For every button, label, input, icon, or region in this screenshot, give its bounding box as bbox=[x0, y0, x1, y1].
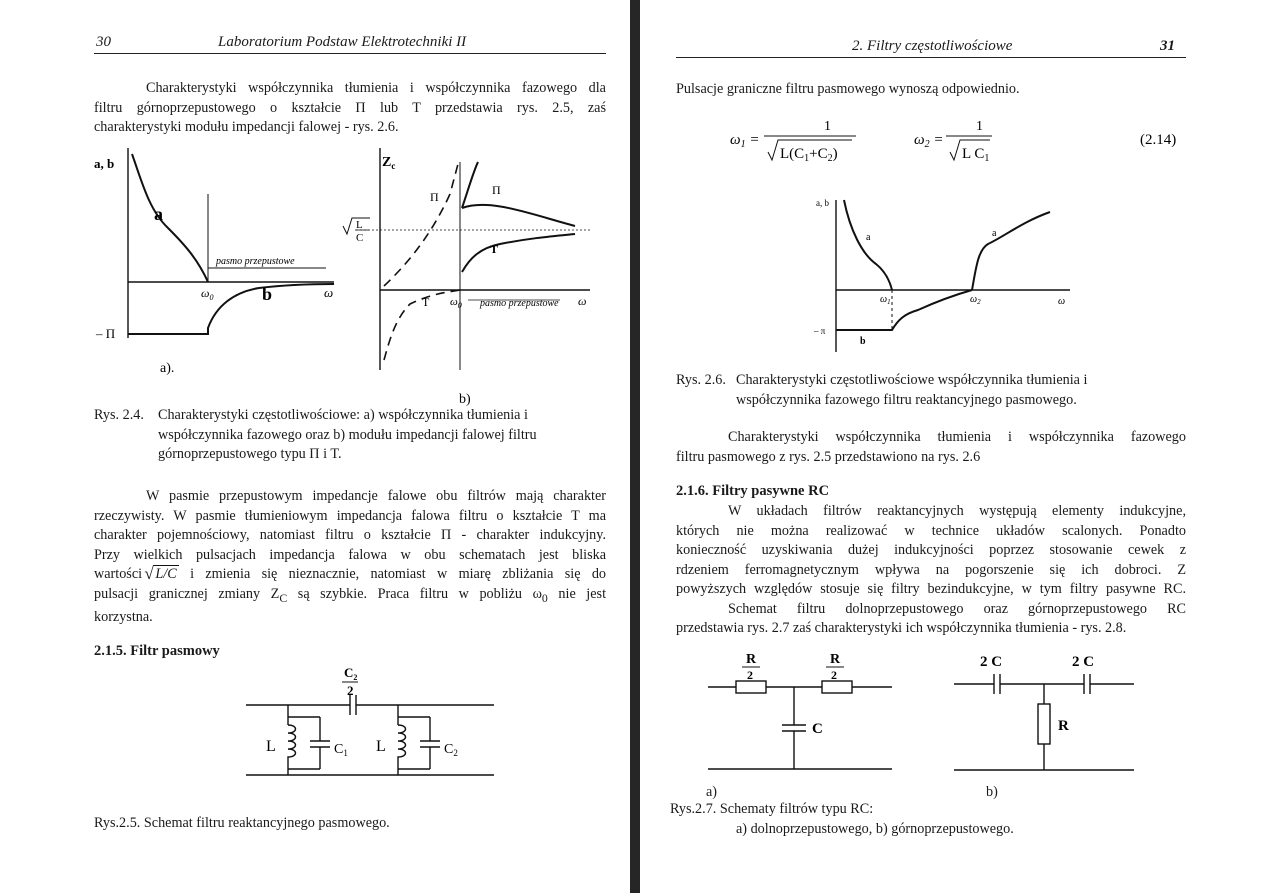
sqrt-lc-label bbox=[343, 218, 370, 244]
curve-a-label: a bbox=[154, 204, 163, 224]
curve-b-label: b bbox=[860, 336, 866, 347]
omega0-label: $\omega_0$ bbox=[450, 296, 462, 310]
resistor-1-den: 2 bbox=[747, 668, 753, 682]
curve-a-left bbox=[844, 200, 892, 290]
resistor-r-label: R bbox=[1058, 718, 1069, 734]
circuit-a-label: a) bbox=[706, 784, 718, 800]
curve-pi-top-label: Π bbox=[492, 183, 501, 197]
right-running-title: 2. Filtry częstotliwościowe bbox=[852, 38, 1013, 54]
text-line: których nie można realizować w technice układów scalonych. Ponadto bbox=[676, 522, 1186, 539]
text-line: korzystna. bbox=[94, 608, 153, 625]
text-line: Schemat filtru dolnoprzepustowego oraz górnoprzepustowego RC bbox=[728, 600, 1186, 617]
circuit-2-5 bbox=[240, 665, 500, 790]
capacitor-2c-2-label: 2 C bbox=[1072, 654, 1095, 670]
caption-2-4-prefix: Rys. 2.4. bbox=[94, 407, 144, 423]
caption-line: Charakterystyki częstotliwościowe współczynnika tłumienia i bbox=[736, 372, 1088, 388]
circuit-2-7a bbox=[702, 645, 922, 775]
caption-2-5: Rys.2.5. Schemat filtru reaktancyjnego pasmowego. bbox=[94, 815, 390, 831]
omega1-label: $\omega_1$ bbox=[880, 294, 891, 306]
text-line: W pasmie przepustowym impedancje falowe obu filtrów mają charakter bbox=[146, 488, 606, 504]
caption-line: Charakterystyki częstotliwościowe: a) współczynnika tłumienia i bbox=[158, 407, 528, 423]
caption-line: współczynnika fazowego filtru reaktancyjnego pasmowego. bbox=[736, 391, 1077, 408]
y-axis-label: a, b bbox=[816, 198, 829, 208]
curve-pi-left-label: Π bbox=[430, 190, 439, 204]
y-axis-label: a, b bbox=[94, 156, 115, 171]
capacitor-2c-1-label: 2 C bbox=[980, 654, 1003, 670]
eq1-numerator: 1 bbox=[824, 119, 831, 134]
caption-line: górnoprzepustowego typu Π i T. bbox=[158, 446, 342, 462]
circuit-b-label: b) bbox=[986, 784, 998, 800]
curve-a-right bbox=[972, 212, 1050, 290]
curve-b bbox=[128, 284, 334, 334]
eq1-denominator: $L(C_1+C_2)$ bbox=[780, 146, 838, 164]
band-label: pasmo przepustowe bbox=[480, 298, 559, 309]
right-page bbox=[640, 0, 1263, 893]
figure-2-6 bbox=[800, 190, 1080, 362]
figure-2-4a bbox=[94, 142, 344, 380]
omega0-label: $\omega_0$ bbox=[201, 286, 214, 302]
caption-2-4 bbox=[158, 406, 608, 465]
right-intro bbox=[676, 80, 1186, 100]
text-line: konieczność uzyskiwania dużej indukcyjności poprzez stosowanie cewek z bbox=[676, 542, 1186, 558]
curve-a-left-label: a bbox=[866, 232, 871, 243]
text-line: W układach filtrów reaktancyjnych występują elementy indukcyjne, bbox=[728, 503, 1186, 519]
text-line: rdzeniem ferromagnetycznym wpływa na pogorszenie się ich dobroci. Z bbox=[676, 561, 1186, 578]
y-axis-label: $Z_c$ bbox=[382, 155, 396, 171]
left-impedance-paragraph bbox=[94, 487, 606, 627]
caption-2-7-line2: a) dolnoprzepustowego, b) górnoprzepustowego. bbox=[736, 821, 1014, 837]
left-header-rule bbox=[94, 53, 606, 54]
text-line: Przy wielkich pulsacjach impedancja falowa w obu schematach jest bliska bbox=[94, 546, 606, 563]
right-header-rule bbox=[676, 57, 1186, 58]
eq2-numerator: 1 bbox=[976, 119, 983, 134]
eq2-denominator: L $C_1$ bbox=[962, 146, 990, 164]
text-line: filtru górnoprzepustowego o kształcie Π lub T przedstawia rys. 2.5, zaś bbox=[94, 99, 606, 116]
right-char-paragraph bbox=[676, 428, 1186, 467]
capacitor-c1-label: $C_1$ bbox=[334, 742, 348, 758]
band-label: pasmo przepustowe bbox=[216, 256, 295, 267]
text-line: powyższych względów stosuje się filtry bezindukcyjne, w tym filtry pasywne RC. bbox=[676, 581, 1186, 597]
resistor-2-den: 2 bbox=[831, 668, 837, 682]
omega2-symbol: $\omega_2$ = bbox=[914, 132, 944, 150]
svg-text:C: C bbox=[356, 232, 364, 244]
section-2-1-6-heading: 2.1.6. Filtry pasywne RC bbox=[676, 483, 830, 499]
text-line: rzeczywisty. W pasmie tłumieniowym impedancja falowa filtru o kształcie T ma bbox=[94, 507, 606, 524]
capacitor-c-label: C bbox=[812, 721, 823, 737]
minus-pi-label: – Π bbox=[96, 326, 116, 341]
omega-label: ω bbox=[324, 285, 334, 300]
curve-t-right-label: T bbox=[490, 242, 499, 256]
resistor-1-num: R bbox=[746, 652, 757, 667]
curve-t bbox=[462, 234, 575, 272]
curve-t-bottom-label: T bbox=[422, 295, 430, 309]
text-line: przedstawia rys. 2.7 zaś charakterystyki ich współczynnika tłumienia - rys. 2.8. bbox=[676, 620, 1127, 636]
right-rc-paragraph bbox=[676, 502, 1186, 639]
circuit-2-7b bbox=[950, 648, 1140, 778]
figure-b-label: b) bbox=[459, 392, 471, 407]
pi-curve-start bbox=[462, 162, 478, 208]
equation-number: (2.14) bbox=[1140, 132, 1177, 148]
text-line: charakterystyki modułu impedancji falowej - rys. 2.6. bbox=[94, 119, 399, 135]
series-c2-den: 2 bbox=[347, 683, 354, 698]
book-spine bbox=[630, 0, 640, 893]
curve-a bbox=[132, 154, 208, 282]
caption-2-6-prefix: Rys. 2.6. bbox=[676, 372, 726, 388]
inductor-l1-label: L bbox=[266, 738, 276, 755]
left-page bbox=[0, 0, 630, 893]
omega2-label: $\omega_2$ bbox=[970, 294, 981, 306]
text-line: Pulsacje graniczne filtru pasmowego wynoszą odpowiednio. bbox=[676, 81, 1020, 97]
section-2-1-5-heading: 2.1.5. Filtr pasmowy bbox=[94, 643, 220, 659]
left-running-title: Laboratorium Podstaw Elektrotechniki II bbox=[218, 34, 467, 50]
minus-pi-label: – π bbox=[814, 326, 826, 336]
text-line: wartości √ L/C i zmienia się nieznacznie, natomiast w miarę zbliżania się do bbox=[94, 564, 607, 583]
omega-label: ω bbox=[578, 294, 587, 308]
equation-2-14 bbox=[730, 112, 1200, 172]
left-intro-paragraph bbox=[94, 79, 606, 138]
series-c2-num: $C_2$ bbox=[344, 665, 358, 682]
curve-b bbox=[836, 290, 972, 330]
svg-text:L: L bbox=[356, 219, 363, 231]
resistor-2-num: R bbox=[830, 652, 841, 667]
caption-line: współczynnika fazowego oraz b) modułu impedancji falowej filtru bbox=[158, 426, 537, 443]
caption-2-7-line1: Rys.2.7. Schematy filtrów typu RC: bbox=[670, 801, 874, 817]
text-line: filtru pasmowego z rys. 2.5 przedstawiono na rys. 2.6 bbox=[676, 448, 981, 465]
curve-pi bbox=[462, 205, 575, 226]
omega1-symbol: $\omega_1$ = bbox=[730, 132, 760, 150]
curve-pi-dashed bbox=[384, 164, 458, 286]
curve-a-right-label: a bbox=[992, 228, 997, 239]
text-line: Charakterystyki współczynnika tłumienia i współczynnika fazowego dla bbox=[146, 80, 606, 96]
caption-2-6 bbox=[736, 371, 1186, 410]
curve-b-label: b bbox=[262, 284, 273, 304]
inductor-l2-label: L bbox=[376, 738, 386, 755]
text-line: pulsacji granicznej zmiany $Z_C$ są szybkie. Praca filtru w pobliżu $\omega_0$ nie jest bbox=[94, 585, 607, 605]
left-page-number: 30 bbox=[96, 34, 111, 50]
omega-label: ω bbox=[1058, 296, 1066, 307]
text-line: Charakterystyki współczynnika tłumienia i współczynnika fazowego bbox=[728, 429, 1186, 445]
right-page-number: 31 bbox=[1160, 38, 1175, 54]
text-line: charakter pojemnościowy, natomiast filtru o kształcie Π - charakter indukcyjny. bbox=[94, 527, 606, 543]
capacitor-c2-label: $C_2$ bbox=[444, 742, 458, 758]
figure-a-label: a). bbox=[160, 361, 175, 376]
figure-2-4b bbox=[340, 148, 600, 408]
